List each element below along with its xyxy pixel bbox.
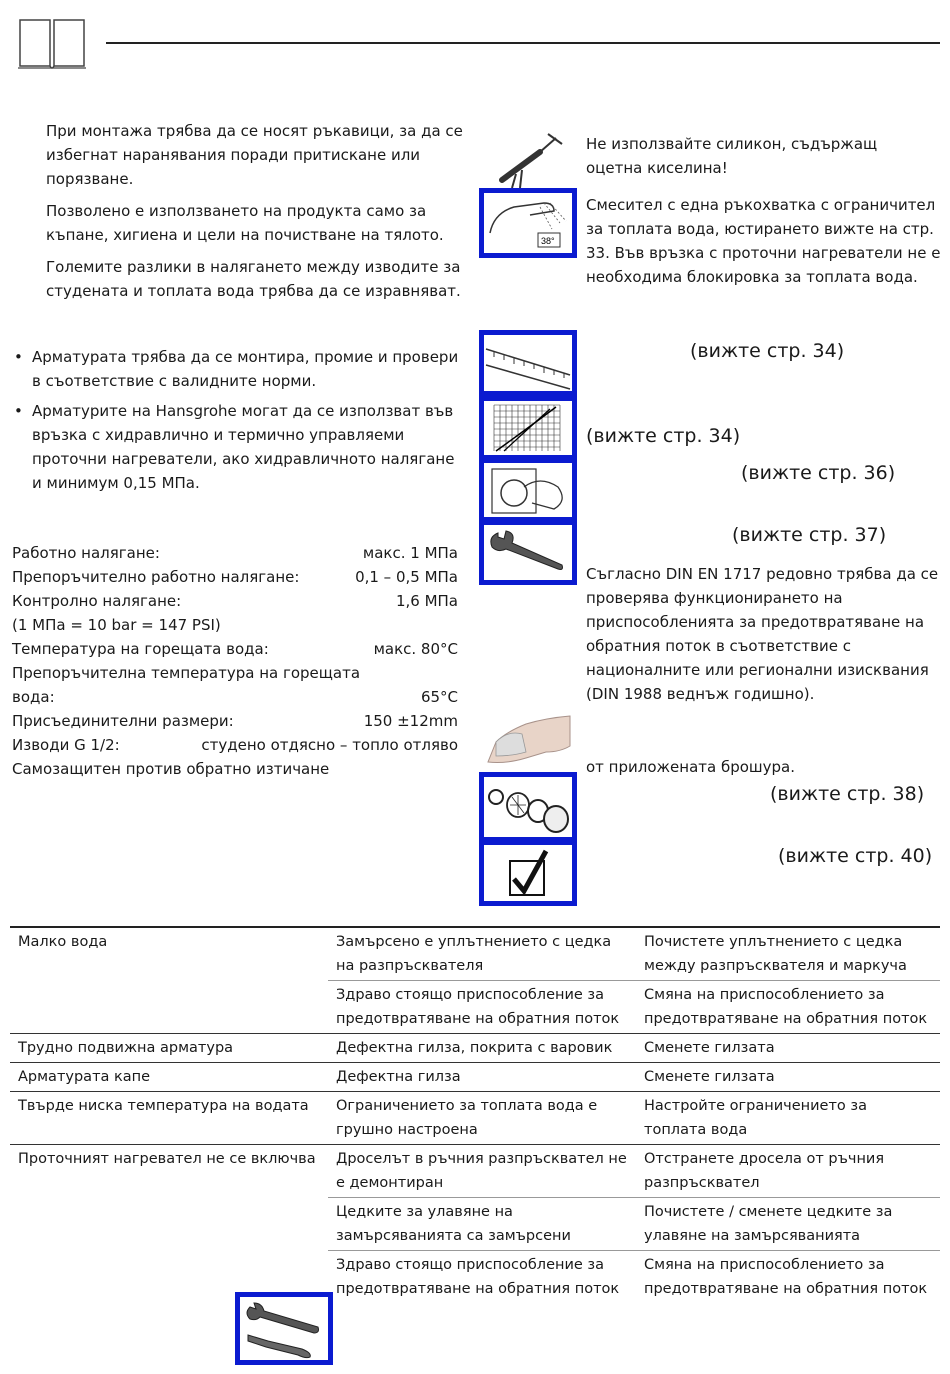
- cleaning-hand-icon: [486, 712, 572, 772]
- table-row: [10, 1251, 940, 1304]
- din-note: Съгласно DIN EN 1717 редовно трябва да се проверява функционирането на приспособленията за предотвратяване на обратния поток в съответствие с националните или регионални изисквания (DIN 1988 веднъж годишно).: [586, 565, 939, 703]
- spec-row: [12, 565, 458, 589]
- problem-cell: Малко вода: [10, 927, 328, 981]
- spec-row: [12, 541, 458, 565]
- table-row: [10, 927, 940, 981]
- spec-value: макс. 80°C: [373, 640, 458, 658]
- intro-paragraph: Позволено е използването на продукта само за къпане, хигиена и цели на почистване на тялото.: [46, 202, 444, 244]
- page-reference: (вижте стр. 37): [732, 524, 887, 546]
- page-reference: (вижте стр. 38): [770, 783, 925, 805]
- page-reference: (вижте стр. 40): [778, 845, 933, 867]
- problem-cell: Арматурата капе: [10, 1063, 328, 1092]
- spec-row: [12, 613, 458, 637]
- spec-value: 150 ±12mm: [363, 712, 458, 730]
- spec-label: Присъединителни размери:: [12, 712, 234, 730]
- aerator-parts-icon: [479, 772, 577, 842]
- spec-value: макс. 1 МПа: [362, 544, 458, 562]
- spec-label: Контролно налягане:: [12, 592, 182, 610]
- spec-label: Самозащитен против обратно изтичане: [12, 760, 330, 778]
- spec-value: 65°C: [420, 688, 458, 706]
- remedy-cell: Сменете гилзата: [636, 1034, 940, 1063]
- spec-value: 0,1 – 0,5 МПа: [355, 568, 458, 586]
- page-reference: (вижте стр. 34): [690, 340, 845, 362]
- silicone-warning: Не използвайте силикон, съдържащ оцетна киселина!: [586, 135, 878, 177]
- cause-cell: Дроселът в ръчния разпръсквател не е демонтиран: [328, 1145, 636, 1198]
- spec-row: [12, 685, 458, 709]
- table-row: [10, 1063, 940, 1092]
- cause-cell: Дефектна гилза: [328, 1063, 636, 1092]
- table-row: [10, 1145, 940, 1198]
- wrench-icon: [479, 520, 577, 585]
- limiter-note: Смесител с една ръкохватка с ограничител за топлата вода, юстирането вижте на стр. 33. Във връзка с проточни нагреватели не е необходима блокировка за топлата вода.: [586, 196, 941, 286]
- silicone-gun-icon: [492, 130, 568, 190]
- thermostat-hand-icon: [479, 188, 577, 258]
- table-row: [10, 1198, 940, 1251]
- spec-label: Работно налягане:: [12, 544, 160, 562]
- bullet-item: • Арматурите на Hansgrohe могат да се използват във връзка с хидравлично и термично управляеми проточни нагреватели, ако хидравличното налягане и минимум 0,15 МПа.: [12, 399, 467, 495]
- thermostat-label: 38°: [541, 236, 555, 246]
- tech-specs: [12, 541, 458, 781]
- problem-cell: Проточният нагревател не се включва: [18, 1151, 316, 1167]
- problem-cell: Твърде ниска температура на водата: [10, 1092, 328, 1145]
- cause-cell: Цедките за улавяне на замърсяванията са замърсени: [328, 1198, 636, 1251]
- bullet-list: [12, 345, 467, 501]
- remedy-cell: Настройте ограничението за топлата вода: [636, 1092, 940, 1145]
- pressure-graph-icon: [479, 396, 577, 460]
- page-reference: (вижте стр. 34): [586, 425, 741, 447]
- ruler-icon: [479, 330, 577, 396]
- spec-row: [12, 733, 458, 757]
- cause-cell: Здраво стоящо приспособление за предотвратяване на обратния поток: [328, 981, 636, 1034]
- page-reference: (вижте стр. 36): [741, 462, 896, 484]
- intro-paragraph: При монтажа трябва да се носят ръкавици, за да се избегнат наранявания поради притискане или порязване.: [46, 122, 463, 188]
- checkmark-icon: [479, 840, 577, 906]
- tools-icon: [235, 1292, 333, 1365]
- spec-row: [12, 709, 458, 733]
- spec-value: 1,6 МПа: [395, 592, 458, 610]
- problem-cell: [10, 981, 328, 1034]
- cause-cell: Ограничението за топлата вода е грушно настроена: [328, 1092, 636, 1145]
- cause-cell: Дефектна гилза, покрита с варовик: [328, 1034, 636, 1063]
- spec-row: [12, 589, 458, 613]
- header-rule: [106, 42, 940, 44]
- table-row: [10, 1034, 940, 1063]
- remedy-cell: Сменете гилзата: [636, 1063, 940, 1092]
- problem-cell: [10, 1198, 328, 1251]
- bullet-item: • Арматурата трябва да се монтира, промие и провери в съответствие с валидните норми.: [12, 345, 467, 393]
- spec-label: Температура на горещата вода:: [12, 640, 269, 658]
- spec-row: [12, 757, 458, 781]
- handle-turn-icon: [479, 458, 577, 522]
- spec-label: Препоръчително работно налягане:: [12, 568, 300, 586]
- intro-text: [46, 119, 470, 303]
- book-icon: [16, 14, 88, 72]
- spec-row: [12, 661, 458, 685]
- spec-label: (1 МПа = 10 bar = 147 PSI): [12, 616, 221, 634]
- table-row: [10, 981, 940, 1034]
- remedy-cell: Почистете / сменете цедките за улавяне на замърсяванията: [636, 1198, 940, 1251]
- remedy-cell: Почистете уплътнението с цедка между разпръсквателя и маркуча: [636, 927, 940, 981]
- spec-label: Препоръчителна температура на горещата: [12, 664, 361, 682]
- problem-cell: Трудно подвижна арматура: [10, 1034, 328, 1063]
- cause-cell: Замърсено е уплътнението с цедка на разпръсквателя: [328, 927, 636, 981]
- spec-label: вода:: [12, 688, 55, 706]
- spec-value: студено отдясно – топло отляво: [201, 736, 458, 754]
- table-row: [10, 1092, 940, 1145]
- troubleshooting-table: [10, 926, 940, 1303]
- brochure-note: от приложената брошура.: [586, 758, 795, 776]
- remedy-cell: Смяна на приспособлението за предотвратяване на обратния поток: [644, 1257, 928, 1297]
- spec-label: Изводи G 1/2:: [12, 736, 120, 754]
- spec-row: [12, 637, 458, 661]
- remedy-cell: Отстранете дросела от ръчния разпръсквател: [636, 1145, 940, 1198]
- intro-paragraph: Големите разлики в налягането между изводите за студената и топлата вода трябва да се изравняват.: [46, 258, 461, 300]
- remedy-cell: Смяна на приспособлението за предотвратяване на обратния поток: [636, 981, 940, 1034]
- cause-cell: Здраво стоящо приспособление за предотвратяване на обратния поток: [336, 1257, 620, 1297]
